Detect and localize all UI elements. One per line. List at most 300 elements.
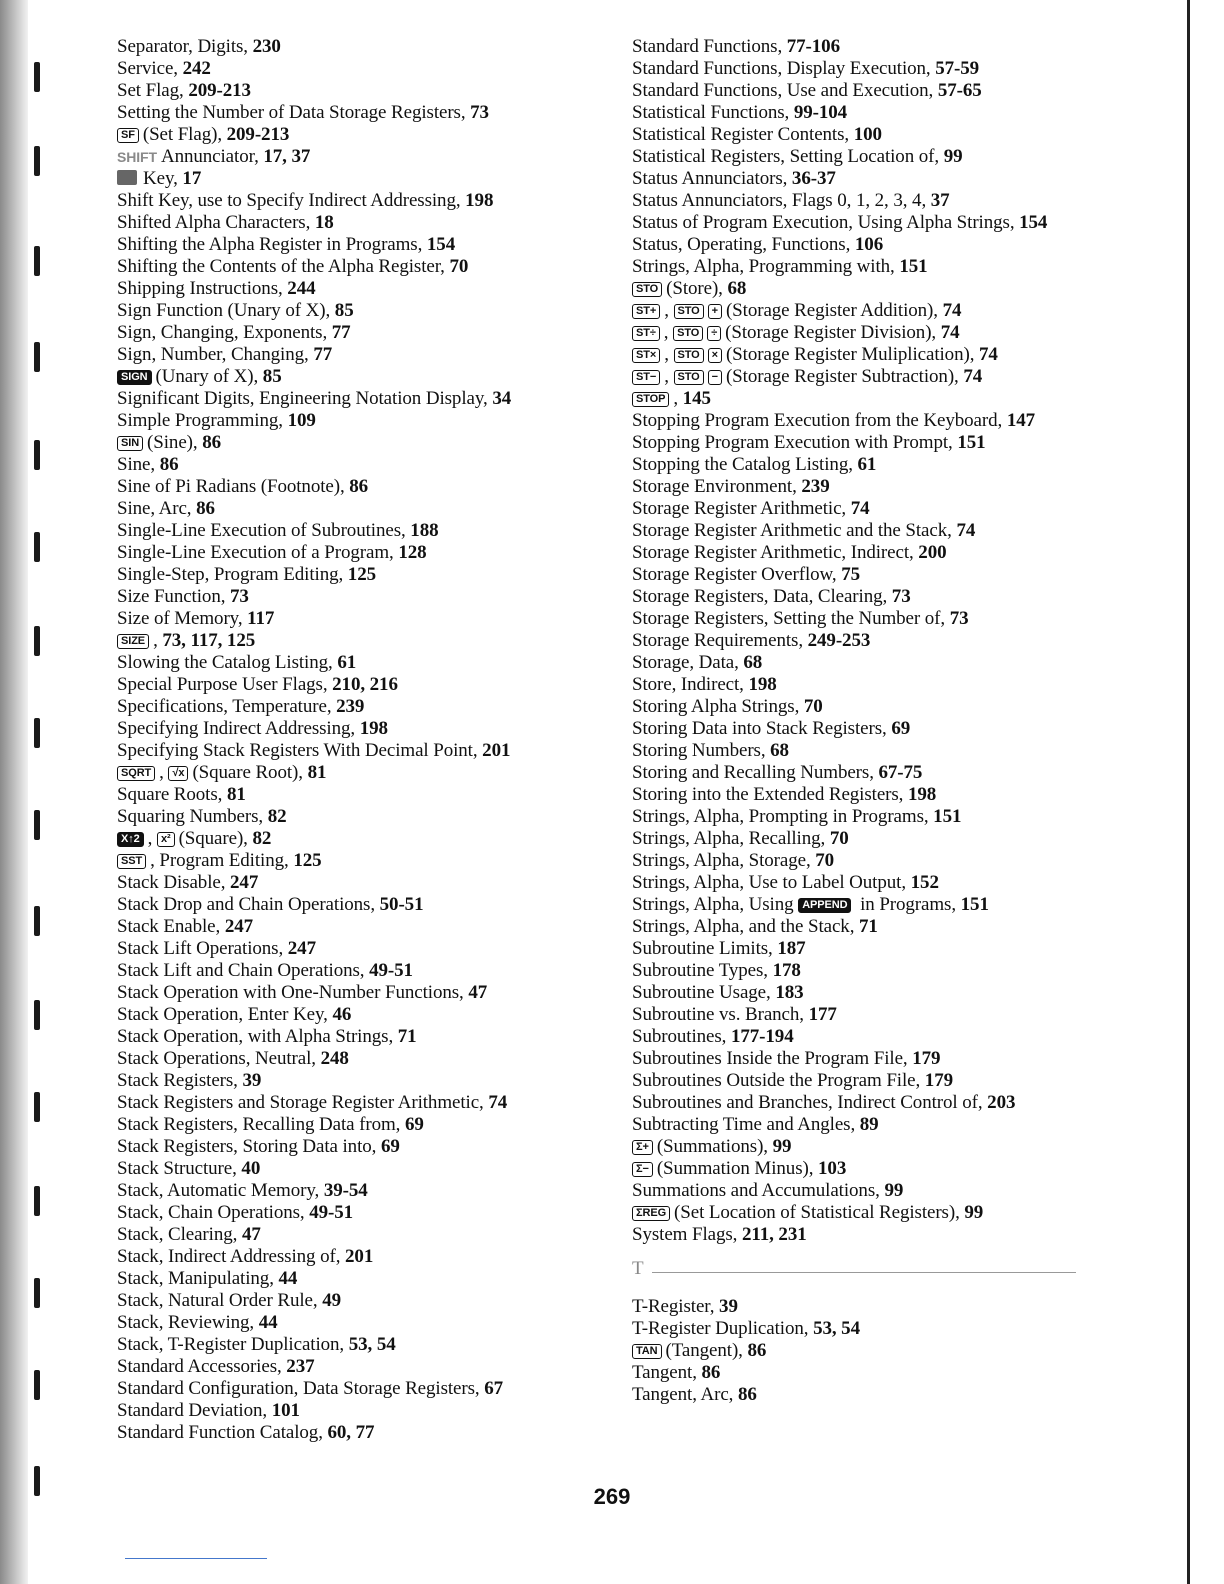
entry-text: Subroutine Limits, bbox=[632, 938, 778, 959]
entry-text: Storing Numbers, bbox=[632, 740, 771, 761]
entry-pages: 60, 77 bbox=[327, 1422, 375, 1443]
calculator-key-icon: ST÷ bbox=[632, 326, 660, 341]
index-entry bbox=[117, 564, 597, 586]
index-entry bbox=[632, 960, 1112, 982]
entry-text: Shifting the Contents of the Alpha Register, bbox=[117, 256, 450, 277]
index-entry bbox=[632, 696, 1112, 718]
entry-pages: 68 bbox=[770, 740, 789, 761]
index-entry bbox=[632, 212, 1102, 234]
entry-pages: 211, 231 bbox=[741, 1224, 807, 1245]
index-entry bbox=[117, 58, 597, 80]
entry-text: Statistical Registers, Setting Location of, bbox=[632, 146, 944, 167]
entry-text: Subroutines Outside the Program File, bbox=[632, 1070, 925, 1091]
index-entry bbox=[632, 1318, 1112, 1340]
index-entry bbox=[117, 960, 597, 982]
entry-text: Store, Indirect, bbox=[632, 674, 749, 695]
entry-text: Single-Line Execution of a Program, bbox=[117, 542, 399, 563]
entry-text: Stack Drop and Chain Operations, bbox=[117, 894, 380, 915]
calculator-key-icon: x² bbox=[157, 832, 175, 847]
entry-text: Squaring Numbers, bbox=[117, 806, 268, 827]
entry-pages: 74 bbox=[488, 1092, 508, 1113]
entry-text: Sign, Number, Changing, bbox=[117, 344, 314, 365]
index-entry bbox=[117, 1334, 597, 1356]
entry-pages: 177-194 bbox=[730, 1026, 794, 1047]
index-entry bbox=[632, 1092, 1112, 1114]
index-entry bbox=[117, 586, 597, 608]
entry-text: (Summations), bbox=[656, 1136, 773, 1157]
entry-pages: 70 bbox=[803, 696, 823, 717]
entry-text: Simple Programming, bbox=[117, 410, 288, 431]
index-entry bbox=[632, 520, 1112, 542]
binding-spine bbox=[0, 0, 28, 1584]
entry-text: (Storage Register Subtraction), bbox=[725, 366, 964, 387]
entry-text: Stack Disable, bbox=[117, 872, 231, 893]
entry-text: Stack Lift Operations, bbox=[117, 938, 288, 959]
entry-pages: 242 bbox=[182, 58, 211, 79]
entry-pages: 71 bbox=[859, 916, 878, 937]
index-entry bbox=[632, 344, 1112, 366]
entry-pages: 200 bbox=[918, 542, 947, 563]
index-entry bbox=[117, 124, 597, 146]
entry-pages: 39-54 bbox=[323, 1180, 368, 1201]
index-entry bbox=[117, 762, 597, 784]
entry-pages: 36-37 bbox=[791, 168, 836, 189]
binding-hole bbox=[34, 440, 40, 470]
entry-pages: 198 bbox=[908, 784, 937, 805]
entry-text: System Flags, bbox=[632, 1224, 742, 1245]
index-entry bbox=[117, 696, 597, 718]
entry-pages: 86 bbox=[196, 498, 215, 519]
calculator-key-icon: SIGN bbox=[117, 370, 152, 385]
entry-text: Slowing the Catalog Listing, bbox=[117, 652, 338, 673]
entry-text: Subroutines, bbox=[632, 1026, 731, 1047]
index-entry bbox=[117, 850, 597, 872]
index-entry bbox=[117, 388, 597, 410]
entry-pages: 61 bbox=[857, 454, 877, 475]
index-entry bbox=[117, 278, 597, 300]
index-entry bbox=[117, 872, 597, 894]
entry-pages: 151 bbox=[933, 806, 962, 827]
entry-pages: 69 bbox=[380, 1136, 400, 1157]
binding-hole bbox=[34, 1278, 40, 1308]
entry-text: Storage Registers, Setting the Number of, bbox=[632, 608, 950, 629]
index-entry bbox=[117, 784, 597, 806]
entry-text: Sine, Arc, bbox=[117, 498, 197, 519]
entry-pages: 81 bbox=[307, 762, 327, 783]
entry-text: (Tangent), bbox=[665, 1340, 748, 1361]
entry-text: (Set Location of Statistical Registers), bbox=[674, 1202, 965, 1223]
index-entry bbox=[117, 520, 597, 542]
index-entry bbox=[632, 146, 1112, 168]
entry-text: Stack Operation, Enter Key, bbox=[117, 1004, 333, 1025]
index-entry bbox=[117, 36, 597, 58]
entry-text: Size Function, bbox=[117, 586, 231, 607]
index-entry bbox=[117, 1422, 597, 1444]
entry-text: Square Roots, bbox=[117, 784, 227, 805]
entry-text: Strings, Alpha, and the Stack, bbox=[632, 916, 859, 937]
entry-text: Stack, Manipulating, bbox=[117, 1268, 279, 1289]
index-entry bbox=[632, 256, 1112, 278]
index-entry bbox=[117, 80, 597, 102]
index-entry bbox=[632, 80, 1112, 102]
index-entry bbox=[632, 36, 1112, 58]
index-entry bbox=[117, 630, 597, 652]
index-entry bbox=[117, 1070, 597, 1092]
entry-pages: 86 bbox=[747, 1340, 767, 1361]
entry-pages: 53, 54 bbox=[813, 1318, 860, 1339]
index-entry bbox=[632, 982, 1112, 1004]
index-entry bbox=[117, 894, 597, 916]
entry-text: Stack Registers, Storing Data into, bbox=[117, 1136, 381, 1157]
entry-text: (Set Flag), bbox=[142, 124, 227, 145]
index-entry bbox=[632, 718, 1112, 740]
entry-pages: 82 bbox=[252, 828, 272, 849]
entry-pages: 17 bbox=[182, 168, 202, 189]
index-entry bbox=[117, 256, 597, 278]
entry-text: Standard Configuration, Data Storage Registers, bbox=[117, 1378, 485, 1399]
index-entry bbox=[117, 674, 597, 696]
entry-pages: 128 bbox=[398, 542, 427, 563]
calculator-key-icon: STO bbox=[673, 326, 703, 341]
entry-pages: 50-51 bbox=[379, 894, 424, 915]
index-entry bbox=[632, 916, 1112, 938]
entry-pages: 99-104 bbox=[793, 102, 848, 123]
binding-hole bbox=[34, 906, 40, 936]
entry-pages: 44 bbox=[258, 1312, 278, 1333]
entry-pages: 154 bbox=[426, 234, 456, 255]
index-entry bbox=[632, 938, 1112, 960]
entry-text: Subroutine Types, bbox=[632, 960, 773, 981]
index-entry bbox=[117, 806, 597, 828]
calculator-key-icon: SQRT bbox=[117, 766, 155, 781]
entry-pages: 151 bbox=[960, 894, 989, 915]
index-entry bbox=[632, 234, 1112, 256]
index-entry bbox=[117, 1004, 597, 1026]
calculator-key-icon: X↑2 bbox=[117, 832, 144, 847]
index-entry bbox=[632, 1114, 1112, 1136]
entry-pages: 82 bbox=[267, 806, 287, 827]
index-entry bbox=[117, 1202, 597, 1224]
index-entry bbox=[632, 1136, 1112, 1158]
entry-pages: 70 bbox=[829, 828, 849, 849]
entry-text: Standard Functions, Use and Execution, bbox=[632, 80, 938, 101]
key-separator: , bbox=[664, 344, 674, 365]
index-entry bbox=[117, 1246, 597, 1268]
entry-text: Stack Operations, Neutral, bbox=[117, 1048, 321, 1069]
entry-text: Subroutine vs. Branch, bbox=[632, 1004, 809, 1025]
index-entry bbox=[632, 454, 1112, 476]
entry-text: Status, Operating, Functions, bbox=[632, 234, 855, 255]
entry-pages: 44 bbox=[278, 1268, 298, 1289]
entry-pages: 18 bbox=[314, 212, 334, 233]
entry-pages: 86 bbox=[202, 432, 221, 453]
shift-annunciator-label: SHIFT bbox=[117, 149, 157, 165]
entry-text: (Storage Register Addition), bbox=[725, 300, 943, 321]
entry-pages: 177 bbox=[808, 1004, 837, 1025]
entry-text: Stack Lift and Chain Operations, bbox=[117, 960, 370, 981]
index-entry bbox=[632, 58, 1112, 80]
entry-pages: 179 bbox=[924, 1070, 953, 1091]
entry-text: (Storage Register Division), bbox=[725, 322, 941, 343]
entry-pages: 37 bbox=[930, 190, 950, 211]
index-entry bbox=[117, 652, 597, 674]
index-entry bbox=[632, 1180, 1112, 1202]
index-entry bbox=[632, 476, 1112, 498]
index-entry bbox=[632, 388, 1112, 410]
entry-pages: 117 bbox=[247, 608, 275, 629]
shift-key-icon bbox=[117, 170, 137, 185]
entry-text: Standard Accessories, bbox=[117, 1356, 287, 1377]
entry-pages: 151 bbox=[957, 432, 986, 453]
entry-pages: 101 bbox=[271, 1400, 300, 1421]
entry-pages: 34 bbox=[492, 388, 512, 409]
index-entry bbox=[632, 1202, 1112, 1224]
page-right-edge bbox=[1187, 0, 1190, 1584]
entry-pages: 53, 54 bbox=[348, 1334, 396, 1355]
entry-pages: 57-59 bbox=[935, 58, 980, 79]
entry-text: Stopping Program Execution from the Keyboard, bbox=[632, 410, 1007, 431]
entry-pages: 73 bbox=[949, 608, 969, 629]
index-entry bbox=[117, 828, 597, 850]
page-number: 269 bbox=[593, 1484, 631, 1509]
entry-text: Specifications, Temperature, bbox=[117, 696, 337, 717]
key-separator: , bbox=[147, 828, 157, 849]
entry-text: Stack, Reviewing, bbox=[117, 1312, 259, 1333]
binding-hole bbox=[34, 342, 40, 372]
entry-pages: 203 bbox=[987, 1092, 1016, 1113]
entry-pages: 183 bbox=[775, 982, 804, 1003]
entry-pages: 125 bbox=[347, 564, 376, 585]
calculator-key-icon: SF bbox=[117, 128, 139, 143]
entry-text: Special Purpose User Flags, bbox=[117, 674, 333, 695]
entry-text: Service, bbox=[117, 58, 183, 79]
entry-pages: 151 bbox=[899, 256, 928, 277]
index-entry bbox=[632, 828, 1112, 850]
index-entry bbox=[632, 190, 1112, 212]
calculator-key-icon: STO bbox=[674, 304, 704, 319]
entry-pages: 99 bbox=[884, 1180, 904, 1201]
entry-text: Stack Registers, Recalling Data from, bbox=[117, 1114, 405, 1135]
calculator-key-icon: ST+ bbox=[632, 304, 660, 319]
entry-text: Stack, Automatic Memory, bbox=[117, 1180, 324, 1201]
entry-pages: 198 bbox=[359, 718, 388, 739]
index-entry bbox=[117, 1092, 597, 1114]
entry-text: Set Flag, bbox=[117, 80, 189, 101]
index-entry bbox=[632, 124, 1112, 146]
index-entry bbox=[632, 564, 1112, 586]
index-entry bbox=[632, 872, 1112, 894]
index-entry bbox=[632, 322, 1112, 344]
entry-pages: 73, 117, 125 bbox=[162, 630, 256, 651]
index-entry bbox=[117, 410, 597, 432]
entry-pages: 99 bbox=[943, 146, 963, 167]
entry-pages: 70 bbox=[815, 850, 835, 871]
entry-text: Strings, Alpha, Use to Label Output, bbox=[632, 872, 911, 893]
entry-pages: 74 bbox=[963, 366, 983, 387]
entry-pages: 57-65 bbox=[937, 80, 982, 101]
binding-hole bbox=[34, 532, 40, 562]
calculator-key-icon: STO bbox=[674, 348, 704, 363]
entry-text: Storing Data into Stack Registers, bbox=[632, 718, 892, 739]
entry-text: Separator, Digits, bbox=[117, 36, 253, 57]
entry-pages: 81 bbox=[226, 784, 246, 805]
entry-pages: 152 bbox=[910, 872, 939, 893]
entry-pages: 85 bbox=[262, 366, 282, 387]
entry-pages: 40 bbox=[241, 1158, 261, 1179]
entry-pages: 178 bbox=[772, 960, 801, 981]
entry-text: Stopping the Catalog Listing, bbox=[632, 454, 858, 475]
entry-text: Status Annunciators, bbox=[632, 168, 792, 189]
entry-text: Stack Structure, bbox=[117, 1158, 242, 1179]
entry-pages: 86 bbox=[159, 454, 179, 475]
entry-text: (Unary of X), bbox=[155, 366, 263, 387]
entry-text: Significant Digits, Engineering Notation Display, bbox=[117, 388, 493, 409]
entry-text: Key, bbox=[143, 168, 183, 189]
index-entry bbox=[632, 1004, 1112, 1026]
index-entry bbox=[117, 1224, 597, 1246]
entry-pages: 73 bbox=[470, 102, 489, 123]
index-entry bbox=[632, 850, 1112, 872]
entry-text: T-Register, bbox=[632, 1296, 720, 1317]
entry-pages: 86 bbox=[701, 1362, 721, 1383]
entry-pages: 198 bbox=[748, 674, 777, 695]
entry-pages: 39 bbox=[719, 1296, 738, 1317]
entry-text: Stack Registers and Storage Register Arithmetic, bbox=[117, 1092, 489, 1113]
entry-pages: 86 bbox=[737, 1384, 757, 1405]
entry-text: Storage Environment, bbox=[632, 476, 802, 497]
entry-text: Subtracting Time and Angles, bbox=[632, 1114, 860, 1135]
entry-pages: 209-213 bbox=[226, 124, 290, 145]
calculator-key-icon: STO bbox=[674, 370, 704, 385]
index-entry bbox=[117, 1114, 597, 1136]
entry-pages: 89 bbox=[859, 1114, 879, 1135]
entry-text: (Store), bbox=[666, 278, 728, 299]
calculator-key-icon: + bbox=[708, 304, 722, 319]
entry-pages: 49-51 bbox=[309, 1202, 354, 1223]
index-entry bbox=[117, 498, 597, 520]
key-separator: , bbox=[159, 762, 169, 783]
entry-pages: 86 bbox=[349, 476, 369, 497]
binding-hole bbox=[34, 246, 40, 276]
index-entry bbox=[632, 1340, 1112, 1362]
entry-text: Subroutines Inside the Program File, bbox=[632, 1048, 913, 1069]
entry-text: Strings, Alpha, Prompting in Programs, bbox=[632, 806, 934, 827]
entry-text: Subroutines and Branches, Indirect Control of, bbox=[632, 1092, 988, 1113]
entry-pages: 244 bbox=[287, 278, 316, 299]
calculator-key-icon: SIN bbox=[117, 436, 143, 451]
entry-text: Stack, Indirect Addressing of, bbox=[117, 1246, 346, 1267]
entry-pages: 201 bbox=[482, 740, 511, 761]
index-entry bbox=[117, 1180, 597, 1202]
entry-pages: 49 bbox=[322, 1290, 341, 1311]
entry-text: Annunciator, bbox=[160, 146, 264, 167]
entry-pages: 61 bbox=[337, 652, 357, 673]
entry-text: Storing Alpha Strings, bbox=[632, 696, 804, 717]
entry-pages: 210, 216 bbox=[332, 674, 398, 695]
calculator-key-icon: STOP bbox=[632, 392, 669, 407]
section-heading bbox=[632, 1258, 1112, 1288]
entry-pages: 198 bbox=[465, 190, 494, 211]
entry-text: Storage Register Arithmetic, bbox=[632, 498, 851, 519]
entry-text: Summations and Accumulations, bbox=[632, 1180, 885, 1201]
entry-text: Sine, bbox=[117, 454, 160, 475]
entry-text: Stack Operation, with Alpha Strings, bbox=[117, 1026, 398, 1047]
entry-pages: 69 bbox=[891, 718, 911, 739]
entry-pages: 230 bbox=[252, 36, 281, 57]
entry-pages: 247 bbox=[224, 916, 254, 937]
index-entry bbox=[632, 630, 1112, 652]
entry-pages: 74 bbox=[940, 322, 960, 343]
calculator-key-icon: ST× bbox=[632, 348, 660, 363]
entry-pages: 47 bbox=[241, 1224, 261, 1245]
binding-hole bbox=[34, 62, 40, 92]
index-entry bbox=[117, 916, 597, 938]
entry-pages: 46 bbox=[332, 1004, 352, 1025]
index-entry bbox=[117, 1158, 597, 1180]
entry-text: Strings, Alpha, Using bbox=[632, 894, 799, 915]
entry-text: (Square), bbox=[178, 828, 253, 849]
calculator-key-icon: ΣREG bbox=[632, 1206, 670, 1221]
entry-text: Tangent, Arc, bbox=[632, 1384, 738, 1405]
key-separator: , bbox=[664, 366, 674, 387]
index-entry bbox=[632, 1362, 1112, 1384]
entry-text: Status of Program Execution, Using Alpha Strings, bbox=[632, 212, 1020, 233]
calculator-key-icon: ST− bbox=[632, 370, 660, 385]
entry-pages: 154 bbox=[1019, 212, 1048, 233]
entry-text: Size of Memory, bbox=[117, 608, 248, 629]
entry-pages: 77 bbox=[331, 322, 351, 343]
entry-pages: 74 bbox=[956, 520, 976, 541]
entry-text: Strings, Alpha, Storage, bbox=[632, 850, 816, 871]
index-entry bbox=[632, 542, 1112, 564]
entry-pages: 147 bbox=[1006, 410, 1036, 431]
entry-text: Stack Registers, bbox=[117, 1070, 243, 1091]
index-entry bbox=[632, 102, 1112, 124]
calculator-key-icon: ÷ bbox=[707, 326, 721, 341]
index-entry bbox=[632, 784, 1112, 806]
index-entry bbox=[117, 366, 597, 388]
index-entry bbox=[117, 212, 597, 234]
entry-pages: 70 bbox=[449, 256, 469, 277]
calculator-key-icon: √x bbox=[168, 766, 188, 781]
entry-pages: 77 bbox=[313, 344, 333, 365]
entry-pages: 239 bbox=[801, 476, 830, 497]
entry-pages: 67-75 bbox=[878, 762, 923, 783]
entry-text: Statistical Functions, bbox=[632, 102, 794, 123]
entry-pages: 74 bbox=[942, 300, 962, 321]
entry-pages: 74 bbox=[979, 344, 998, 365]
entry-text: Standard Function Catalog, bbox=[117, 1422, 328, 1443]
entry-text: (Sine), bbox=[147, 432, 203, 453]
entry-pages: 77-106 bbox=[786, 36, 840, 57]
binding-hole bbox=[34, 1092, 40, 1122]
entry-text: (Square Root), bbox=[192, 762, 308, 783]
index-entry bbox=[117, 1356, 597, 1378]
index-entry bbox=[632, 652, 1112, 674]
entry-text: Sine of Pi Radians (Footnote), bbox=[117, 476, 350, 497]
calculator-key-icon: TAN bbox=[632, 1344, 662, 1359]
calculator-key-icon: Σ− bbox=[632, 1162, 653, 1177]
index-entry bbox=[117, 1048, 597, 1070]
entry-pages: 100 bbox=[853, 124, 882, 145]
index-column-right bbox=[632, 36, 1112, 1406]
entry-pages: 188 bbox=[410, 520, 439, 541]
index-entry bbox=[117, 432, 597, 454]
entry-text: Strings, Alpha, Recalling, bbox=[632, 828, 830, 849]
index-entry bbox=[117, 938, 597, 960]
calculator-key-icon: − bbox=[708, 370, 722, 385]
section-letter: T bbox=[632, 1258, 644, 1279]
